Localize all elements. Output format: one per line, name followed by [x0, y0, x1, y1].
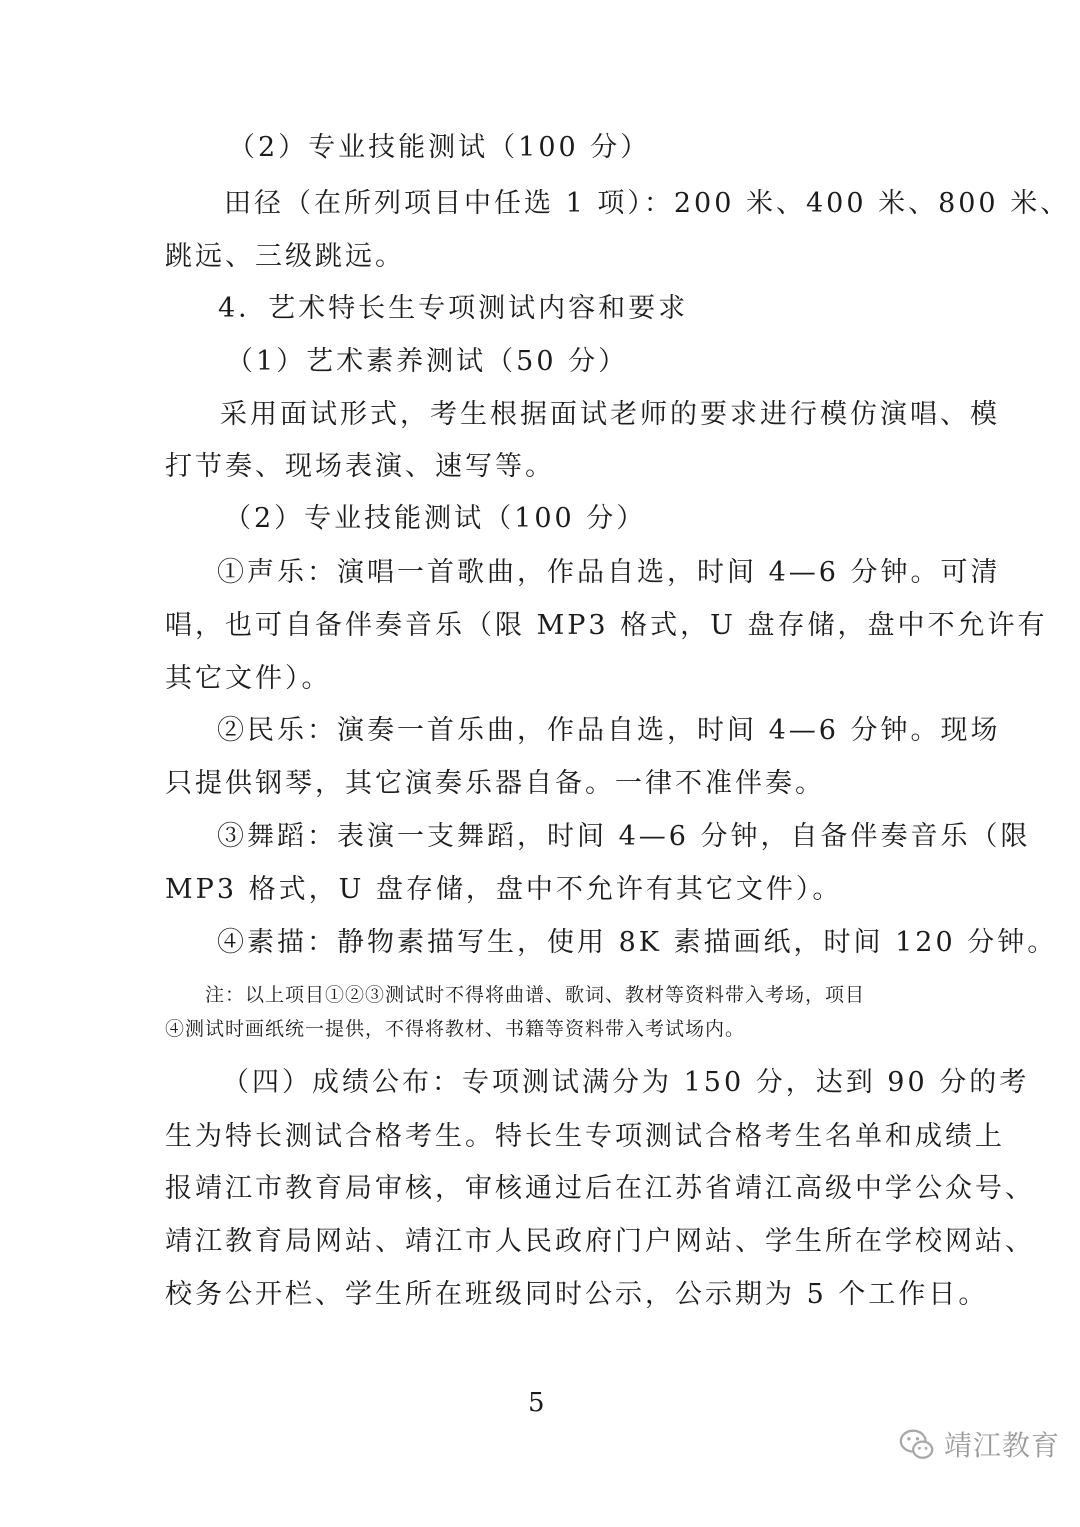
account-watermark — [898, 1422, 1060, 1466]
note-line: 注：以上项目①②③测试时不得将曲谱、歌词、教材等资料带入考场，项目 — [205, 984, 866, 1006]
paragraph-line: ④素描：静物素描写生，使用 8K 素描画纸，时间 120 分钟。 — [217, 927, 1058, 958]
paragraph-line: 靖江教育局网站、靖江市人民政府门户网站、学生所在学校网站、 — [165, 1226, 1035, 1257]
section-heading-art: 4．艺术特长生专项测试内容和要求 — [218, 293, 689, 324]
wechat-icon — [898, 1425, 936, 1463]
paragraph-line: ②民乐：演奏一首乐曲，作品自选，时间 4—6 分钟。现场 — [217, 715, 1001, 746]
paragraph-line: （四）成绩公布：专项测试满分为 150 分，达到 90 分的考 — [222, 1067, 1030, 1098]
paragraph-line: 只提供钢琴，其它演奏乐器自备。一律不准伴奏。 — [165, 768, 825, 799]
paragraph-line: 生为特长测试合格考生。特长生专项测试合格考生名单和成绩上 — [165, 1121, 1005, 1152]
paragraph-line: 校务公开栏、学生所在班级同时公示，公示期为 5 个工作日。 — [165, 1279, 989, 1310]
paragraph-line: 田径（在所列项目中任选 1 项）：200 米、400 米、800 米、 — [224, 188, 1071, 219]
paragraph-line: ①声乐：演唱一首歌曲，作品自选，时间 4—6 分钟。可清 — [217, 557, 1001, 588]
paragraph-line: 其它文件）。 — [165, 663, 332, 694]
page-number: 5 — [528, 1388, 545, 1418]
paragraph-line: 打节奏、现场表演、速写等。 — [165, 451, 555, 482]
paragraph-line: 唱，也可自备伴奏音乐（限 MP3 格式，U 盘存储，盘中不允许有 — [165, 610, 1048, 641]
paragraph-line: MP3 格式，U 盘存储，盘中不允许有其它文件）。 — [165, 874, 843, 905]
paragraph-line: 报靖江市教育局审核，审核通过后在江苏省靖江高级中学公众号、 — [165, 1173, 1035, 1204]
subheading-art-skill: （2）专业技能测试（100 分） — [224, 503, 647, 534]
paragraph-line: 采用面试形式，考生根据面试老师的要求进行模仿演唱、模 — [220, 399, 1000, 430]
paragraph-line: 跳远、三级跳远。 — [165, 241, 405, 272]
note-line: ④测试时画纸统一提供，不得将教材、书籍等资料带入考试场内。 — [165, 1018, 746, 1040]
subheading-art-literacy: （1）艺术素养测试（50 分） — [226, 346, 629, 377]
account-name: 靖江教育 — [944, 1429, 1061, 1462]
paragraph-line: ③舞蹈：表演一支舞蹈，时间 4—6 分钟，自备伴奏音乐（限 — [217, 821, 1031, 852]
section-heading-athletics-skill: （2）专业技能测试（100 分） — [228, 132, 651, 163]
